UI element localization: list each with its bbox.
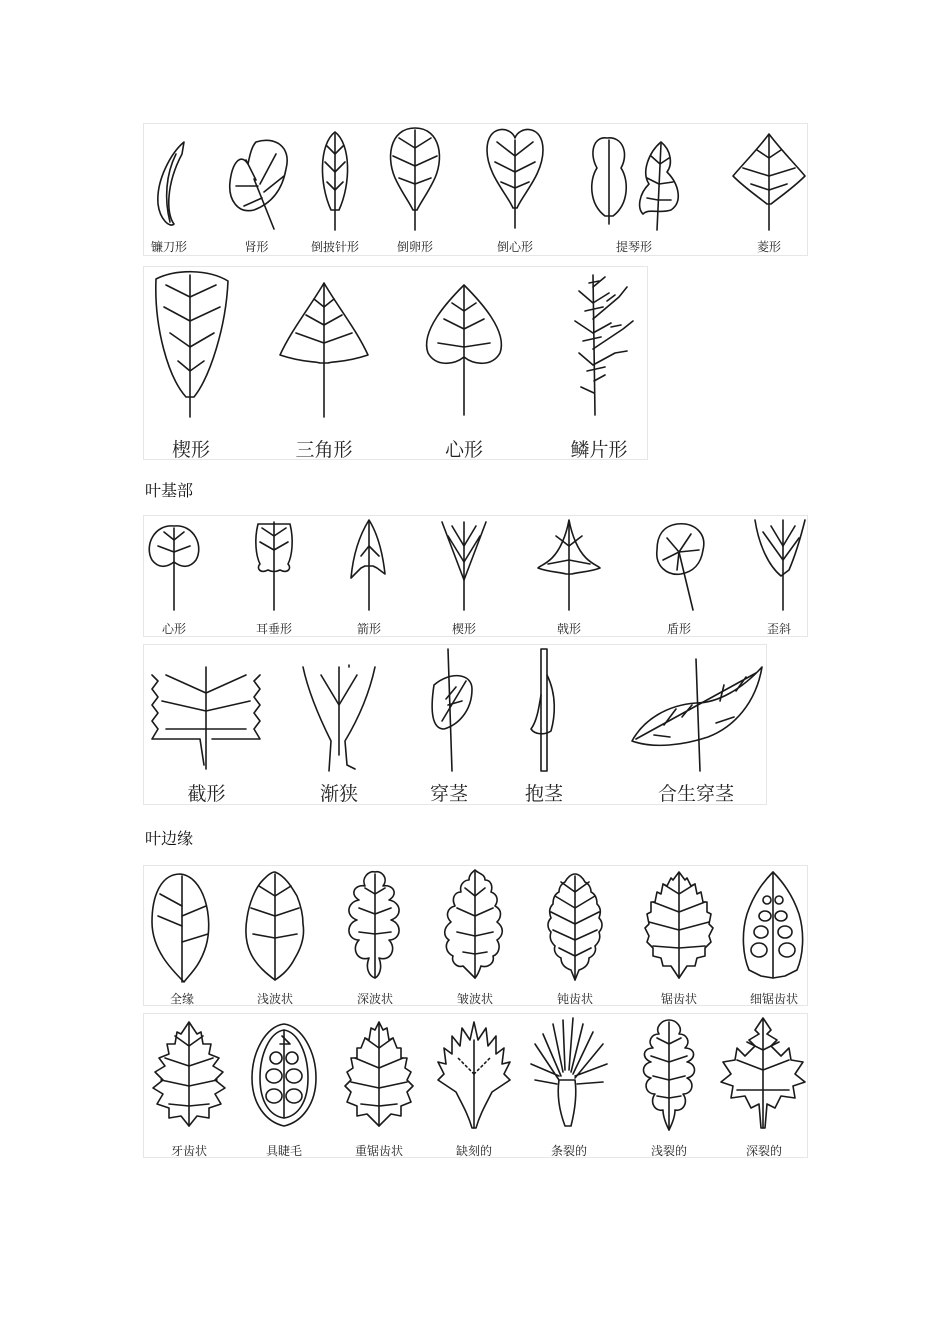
leaf-margin-lobulate (629, 1014, 709, 1159)
leaf-label: 截形 (187, 783, 226, 805)
leaf-label: 耳垂形 (255, 622, 292, 636)
leaf-margin-crenate (539, 866, 611, 1007)
leaf-label: 镰刀形 (150, 240, 187, 254)
leaf-label: 倒卵形 (396, 240, 433, 254)
leaf-margin-serrulate (739, 866, 809, 1007)
leaf-base-connate-perfoliate (624, 645, 768, 806)
leaf-figure-obcordate (479, 124, 551, 257)
leaf-label: 肾形 (244, 240, 269, 254)
leaf-label: 深裂的 (745, 1144, 782, 1158)
leaf-margin-sinuate (339, 866, 411, 1007)
leaf-base-truncate (144, 645, 269, 806)
leaf-label: 心形 (161, 622, 186, 636)
leaf-label: 鳞片形 (570, 439, 628, 461)
leaf-base-cordate (144, 516, 204, 638)
leaf-label: 渐狭 (319, 783, 358, 805)
leaf-label: 重锯齿状 (354, 1144, 403, 1158)
leaf-label: 抱茎 (524, 783, 563, 805)
leaf-base-panel-2 (143, 644, 767, 805)
leaf-label: 浅裂的 (650, 1144, 687, 1158)
leaf-margin-ciliate (244, 1014, 324, 1159)
section-heading-leaf-margin: 叶边缘 (145, 829, 194, 848)
leaf-label: 倒心形 (496, 240, 533, 254)
leaf-label: 菱形 (756, 240, 781, 254)
section-heading-leaf-base: 叶基部 (145, 481, 194, 500)
leaf-base-sagittate (339, 516, 399, 638)
leaf-label: 牙齿状 (170, 1144, 207, 1158)
leaf-label: 倒披针形 (310, 240, 359, 254)
leaf-figure-oblanceolate (299, 124, 371, 257)
leaf-label: 箭形 (356, 622, 381, 636)
leaf-figure-pandurate (579, 124, 689, 257)
leaf-figure-deltoid (274, 267, 374, 461)
leaf-base-amplexicaul (509, 645, 579, 806)
leaf-base-oblique (749, 516, 809, 638)
leaf-label: 楔形 (451, 622, 476, 636)
leaf-base-peltate (649, 516, 709, 638)
leaf-figure-rhomboid (729, 124, 809, 257)
leaf-margin-doubly-serrate (339, 1014, 419, 1159)
leaf-figure-cordate (414, 267, 514, 461)
leaf-figure-obovate (379, 124, 451, 257)
leaf-label: 楔形 (171, 439, 210, 461)
leaf-base-hastate (534, 516, 604, 638)
leaf-label: 三角形 (295, 439, 353, 461)
leaf-margin-serrate (639, 866, 719, 1007)
leaf-label: 提琴形 (615, 240, 652, 254)
leaf-margin-panel-2 (143, 1013, 808, 1158)
leaf-shape-panel-1 (143, 123, 808, 256)
leaf-base-panel-1 (143, 515, 808, 637)
leaf-figure-reniform (214, 124, 299, 257)
leaf-label: 皱波状 (456, 992, 493, 1006)
leaf-base-cuneate (434, 516, 494, 638)
leaf-margin-laciniate (529, 1014, 609, 1159)
leaf-base-perfoliate (414, 645, 484, 806)
leaf-margin-entire (146, 866, 218, 1007)
leaf-label: 条裂的 (550, 1144, 587, 1158)
leaf-figure-cuneate (146, 267, 236, 461)
leaf-base-auriculate (244, 516, 304, 638)
leaf-label: 锯齿状 (660, 992, 697, 1006)
leaf-label: 深波状 (356, 992, 393, 1006)
leaf-margin-incised (434, 1014, 514, 1159)
leaf-label: 钝齿状 (556, 992, 593, 1006)
leaf-margin-repand (239, 866, 311, 1007)
leaf-label: 歪斜 (766, 622, 791, 636)
leaf-label: 戟形 (556, 622, 581, 636)
leaf-label: 盾形 (666, 622, 691, 636)
leaf-label: 浅波状 (256, 992, 293, 1006)
leaf-label: 心形 (444, 439, 483, 461)
leaf-label: 缺刻的 (455, 1144, 492, 1158)
leaf-margin-panel-1 (143, 865, 808, 1006)
leaf-margin-crispate (439, 866, 511, 1007)
leaf-base-attenuate (299, 645, 379, 806)
leaf-label: 全缘 (169, 992, 194, 1006)
leaf-figure-squamiform (549, 267, 649, 461)
leaf-label: 细锯齿状 (749, 992, 798, 1006)
leaf-label: 穿茎 (429, 783, 468, 805)
leaf-margin-parted (719, 1014, 809, 1159)
leaf-label: 合生穿茎 (657, 783, 734, 805)
leaf-margin-dentate (149, 1014, 229, 1159)
leaf-label: 具睫毛 (265, 1144, 302, 1158)
leaf-shape-panel-2 (143, 266, 648, 460)
leaf-figure-falcate (146, 124, 192, 257)
